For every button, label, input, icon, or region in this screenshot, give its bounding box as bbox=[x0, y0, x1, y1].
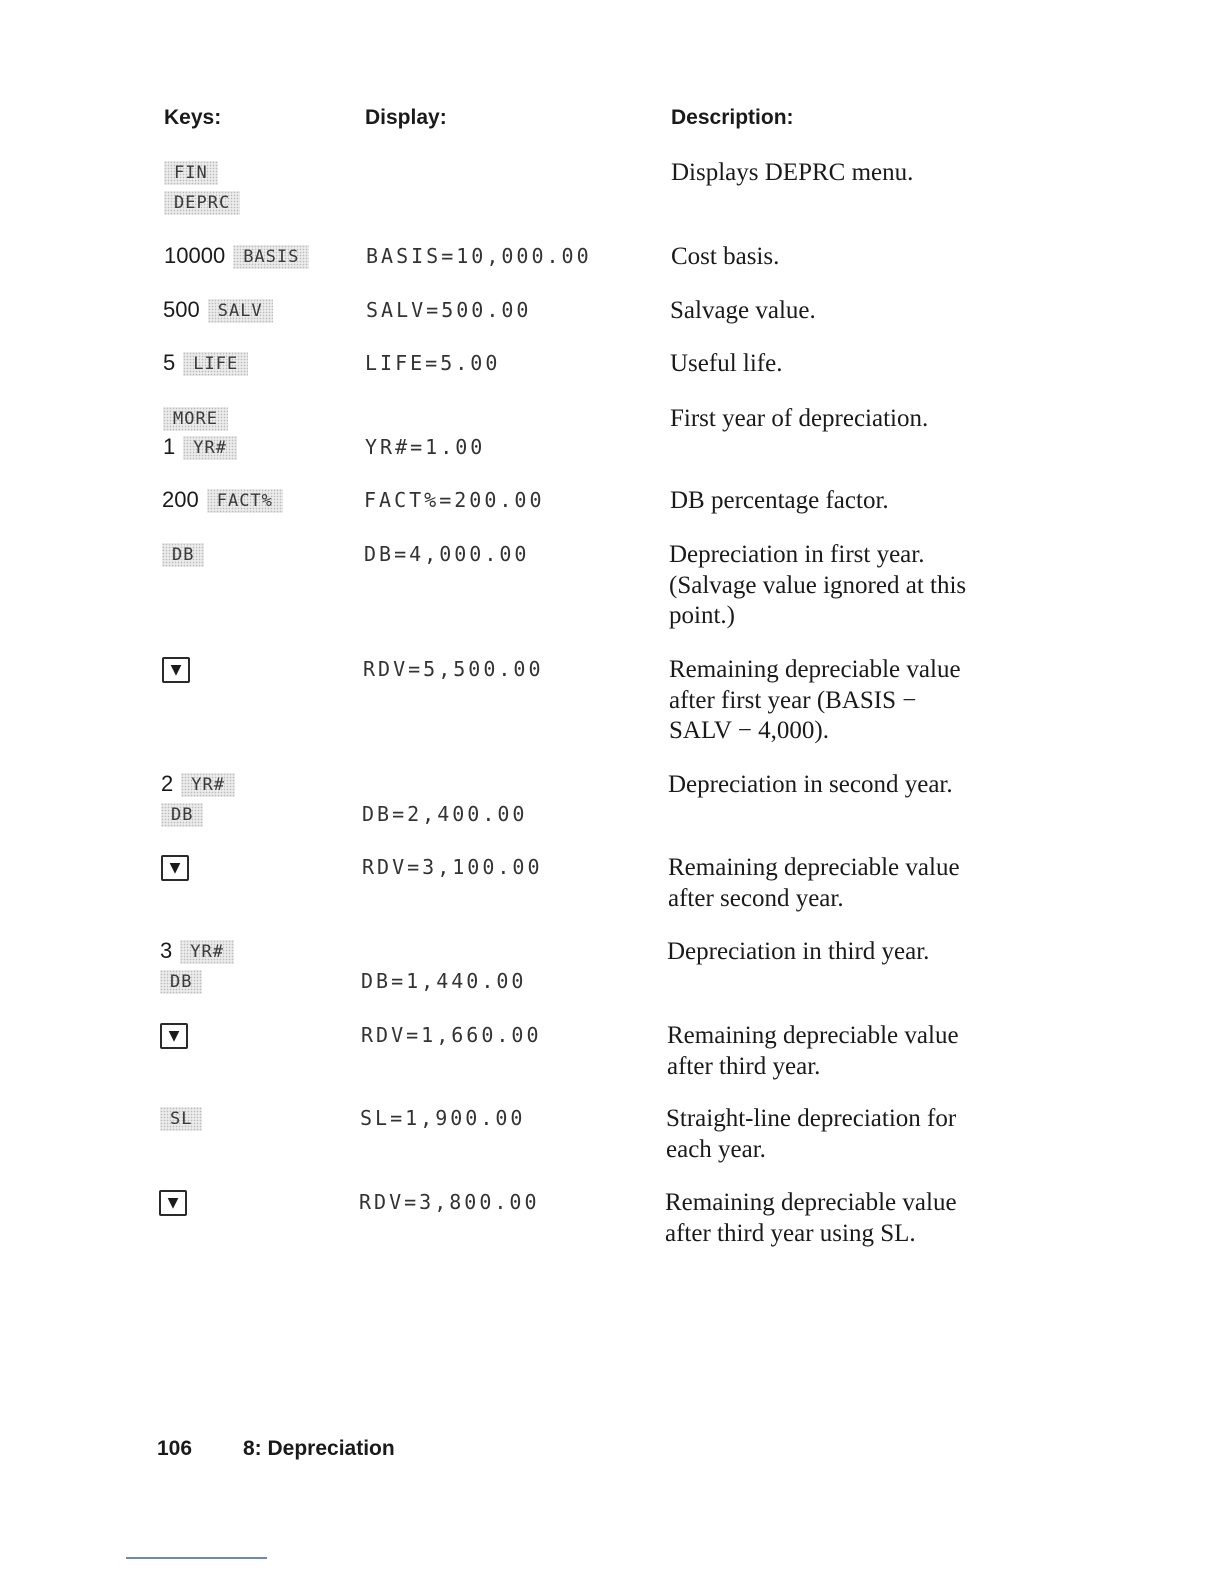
keyed-number: 2 bbox=[161, 771, 174, 796]
down-arrow-key-icon: ▼ bbox=[160, 1023, 188, 1049]
key-sequence bbox=[160, 1104, 202, 1132]
keyed-number: 3 bbox=[160, 938, 173, 963]
key-sequence bbox=[164, 158, 218, 186]
step-description: Straight-line depreciation for each year. bbox=[666, 1105, 957, 1163]
key-sequence bbox=[162, 655, 190, 683]
step-description: Salvage value. bbox=[670, 297, 816, 324]
key-sequence bbox=[161, 770, 235, 798]
calculator-display-readout: RDV=3,100.00 bbox=[362, 855, 543, 879]
menu-softkey: DB bbox=[161, 803, 203, 827]
key-sequence bbox=[162, 540, 204, 568]
description-column-header: Description: bbox=[671, 106, 794, 129]
keys-column-header: Keys: bbox=[164, 106, 222, 129]
key-sequence bbox=[163, 349, 248, 377]
calculator-display-readout: DB=4,000.00 bbox=[364, 542, 530, 566]
key-sequence bbox=[163, 433, 237, 461]
calculator-display-readout: SALV=500.00 bbox=[366, 298, 532, 322]
menu-softkey: DB bbox=[160, 970, 202, 994]
menu-softkey: DEPRC bbox=[164, 191, 240, 215]
menu-softkey: YR# bbox=[181, 773, 235, 797]
step-description: Depreciation in second year. bbox=[668, 771, 953, 798]
key-sequence bbox=[163, 404, 228, 432]
step-description: First year of depreciation. bbox=[670, 405, 929, 432]
step-description: Cost basis. bbox=[671, 243, 780, 270]
step-description: DB percentage factor. bbox=[670, 487, 889, 514]
key-sequence bbox=[163, 296, 273, 324]
calculator-display-readout: RDV=3,800.00 bbox=[359, 1190, 540, 1214]
calculator-display-readout: FACT%=200.00 bbox=[364, 488, 545, 512]
key-sequence bbox=[160, 1021, 188, 1049]
step-description: Depreciation in third year. bbox=[667, 938, 930, 965]
bottom-rule bbox=[126, 1557, 267, 1559]
menu-softkey: DB bbox=[162, 543, 204, 567]
key-sequence bbox=[161, 853, 189, 881]
calculator-display-readout: DB=2,400.00 bbox=[362, 802, 528, 826]
display-column-header: Display: bbox=[365, 106, 447, 129]
menu-softkey: BASIS bbox=[233, 245, 309, 269]
calculator-display-readout: DB=1,440.00 bbox=[361, 969, 527, 993]
menu-softkey: YR# bbox=[183, 436, 237, 460]
key-sequence bbox=[161, 800, 203, 828]
down-arrow-key-icon: ▼ bbox=[159, 1190, 187, 1216]
menu-softkey: SL bbox=[160, 1107, 202, 1131]
step-description: Remaining depreciable value after first year (BASIS − SALV − 4,000). bbox=[669, 656, 961, 744]
menu-softkey: FIN bbox=[164, 161, 218, 185]
calculator-display-readout: RDV=1,660.00 bbox=[361, 1023, 542, 1047]
calculator-display-readout: BASIS=10,000.00 bbox=[366, 244, 592, 268]
calculator-display-readout: LIFE=5.00 bbox=[365, 351, 501, 375]
step-description: Displays DEPRC menu. bbox=[671, 159, 914, 186]
step-description: Remaining depreciable value after third year. bbox=[667, 1022, 959, 1080]
keyed-number: 200 bbox=[162, 487, 199, 512]
step-description: Remaining depreciable value after second year. bbox=[668, 854, 960, 912]
menu-softkey: YR# bbox=[180, 940, 234, 964]
menu-softkey: MORE bbox=[163, 407, 228, 431]
down-arrow-key-icon: ▼ bbox=[162, 657, 190, 683]
key-sequence bbox=[159, 1188, 187, 1216]
key-sequence bbox=[160, 967, 202, 995]
key-sequence bbox=[162, 486, 283, 514]
calculator-display-readout: SL=1,900.00 bbox=[360, 1106, 526, 1130]
key-sequence bbox=[160, 937, 234, 965]
calculator-display-readout: YR#=1.00 bbox=[365, 435, 486, 459]
menu-softkey: FACT% bbox=[207, 489, 283, 513]
step-description: Remaining depreciable value after third year using SL. bbox=[665, 1189, 957, 1247]
page-number: 106 bbox=[157, 1437, 193, 1460]
step-description: Depreciation in first year. (Salvage value ignored at this point.) bbox=[669, 541, 967, 629]
keyed-number: 5 bbox=[163, 350, 176, 375]
calculator-display-readout: RDV=5,500.00 bbox=[363, 657, 544, 681]
keyed-number: 10000 bbox=[164, 243, 226, 268]
keyed-number: 1 bbox=[163, 434, 176, 459]
down-arrow-key-icon: ▼ bbox=[161, 855, 189, 881]
chapter-title: 8: Depreciation bbox=[243, 1437, 395, 1460]
key-sequence bbox=[164, 242, 309, 270]
keyed-number: 500 bbox=[163, 297, 200, 322]
menu-softkey: LIFE bbox=[183, 352, 248, 376]
step-description: Useful life. bbox=[670, 350, 783, 377]
menu-softkey: SALV bbox=[208, 299, 273, 323]
key-sequence bbox=[164, 188, 240, 216]
